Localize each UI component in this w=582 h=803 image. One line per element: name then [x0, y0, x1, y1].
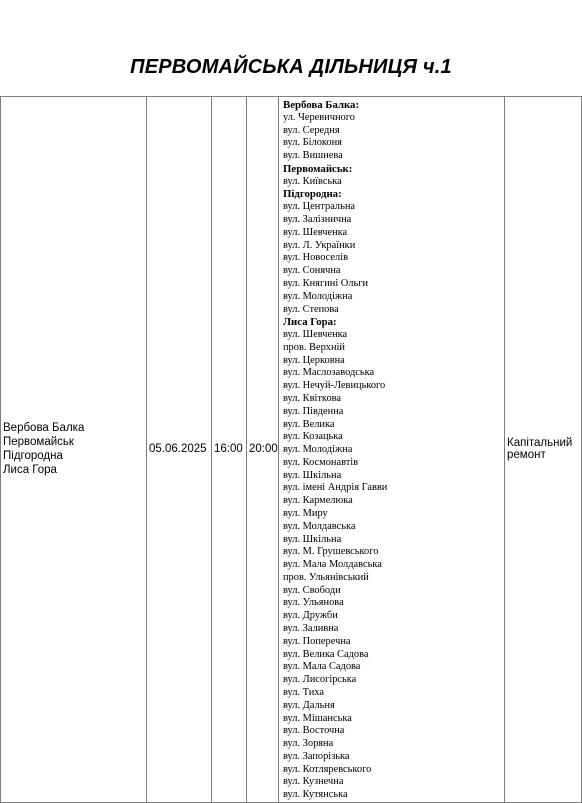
street-item: вул. Нечуй-Левицького [283, 380, 386, 392]
street-item: вул. Мала Садова [283, 661, 361, 673]
street-item: вул. Мішанська [283, 712, 352, 724]
street-item: вул. Київська [283, 175, 342, 187]
street-item: вул. Восточна [283, 725, 345, 737]
street-item: вул. Квіткова [283, 392, 342, 404]
street-item: ул. Черевичного [283, 111, 355, 123]
street-item: вул. Шкільна [283, 533, 342, 545]
date-cell: 05.06.2025 [147, 97, 212, 803]
locality-name: Вербова Балка [3, 422, 85, 435]
street-item: вул. Сонячна [283, 265, 341, 277]
street-item: вул. Запорізька [283, 750, 350, 762]
street-item: вул. Космонавтів [283, 456, 359, 468]
street-item: вул. Кутянська [283, 789, 348, 801]
street-item: вул. Степова [283, 303, 339, 315]
addresses-cell [279, 97, 505, 803]
street-item: вул. М. Грушевського [283, 546, 379, 558]
street-item: вул. Кармелюка [283, 495, 353, 507]
street-item: вул. Велика [283, 418, 335, 430]
street-item: вул. Дружби [283, 610, 338, 622]
street-item: вул. Котляревського [283, 763, 372, 775]
street-item: вул. Південна [283, 405, 344, 417]
street-item: вул. Білоконя [283, 137, 342, 149]
street-item: вул. Вишнева [283, 150, 343, 162]
time-from-cell: 16:00 [212, 97, 247, 803]
locality-name: Підгородна [3, 450, 63, 463]
outage-table [0, 96, 582, 803]
street-item: вул. Л. Українки [283, 239, 356, 251]
street-item: вул. Шевченка [283, 226, 348, 238]
street-item: вул. Молодіжна [283, 290, 353, 302]
street-item: вул. Маслозаводська [283, 367, 375, 379]
street-item: вул. Молдавська [283, 520, 356, 532]
street-item: вул. Мала Молдавська [283, 559, 382, 571]
street-item: вул. Поперечна [283, 635, 351, 647]
street-item: вул. Тиха [283, 686, 324, 698]
locality-heading: Лиса Гора: [283, 316, 337, 329]
street-item: вул. Лисогірська [283, 674, 357, 686]
street-item: вул. імені Андрія Гавви [283, 482, 388, 494]
reason-cell: Капітальний ремонт [505, 97, 582, 803]
street-item: вул. Козацька [283, 431, 343, 443]
street-item: вул. Заливна [283, 623, 339, 635]
locality-heading: Первомайськ: [283, 162, 353, 175]
time-to-cell: 20:00 [247, 97, 279, 803]
street-item: вул. Залізнична [283, 214, 352, 226]
street-item: вул. Княгині Ольги [283, 277, 369, 289]
street-item: вул. Новоселів [283, 252, 348, 264]
street-item: вул. Зоряна [283, 738, 334, 750]
street-item: вул. Середня [283, 124, 340, 136]
table-row [1, 97, 582, 803]
street-item: вул. Свободи [283, 584, 341, 596]
street-item: вул. Церковна [283, 354, 345, 366]
street-item: вул. Шкільна [283, 469, 342, 481]
locality-heading: Підгородна: [283, 188, 342, 201]
street-item: вул. Дальня [283, 699, 335, 711]
street-item: вул. Кузнечна [283, 776, 344, 788]
street-item: вул. Молодіжна [283, 444, 353, 456]
locality-name: Первомайськ [3, 436, 74, 449]
street-item: вул. Ульянова [283, 597, 344, 609]
locality-heading: Вербова Балка: [283, 99, 360, 111]
street-item: вул. Миру [283, 508, 328, 519]
locality-name: Лиса Гора [3, 464, 57, 477]
street-item: вул. Шевченка [283, 329, 348, 341]
street-item: вул. Центральна [283, 201, 356, 213]
localities-cell [1, 97, 147, 803]
street-item: пров. Ульянівський [283, 571, 369, 583]
street-item: вул. Велика Садова [283, 648, 369, 660]
street-item: пров. Верхній [283, 341, 345, 353]
page-title: ПЕРВОМАЙСЬКА ДІЛЬНИЦЯ ч.1 [130, 56, 452, 78]
